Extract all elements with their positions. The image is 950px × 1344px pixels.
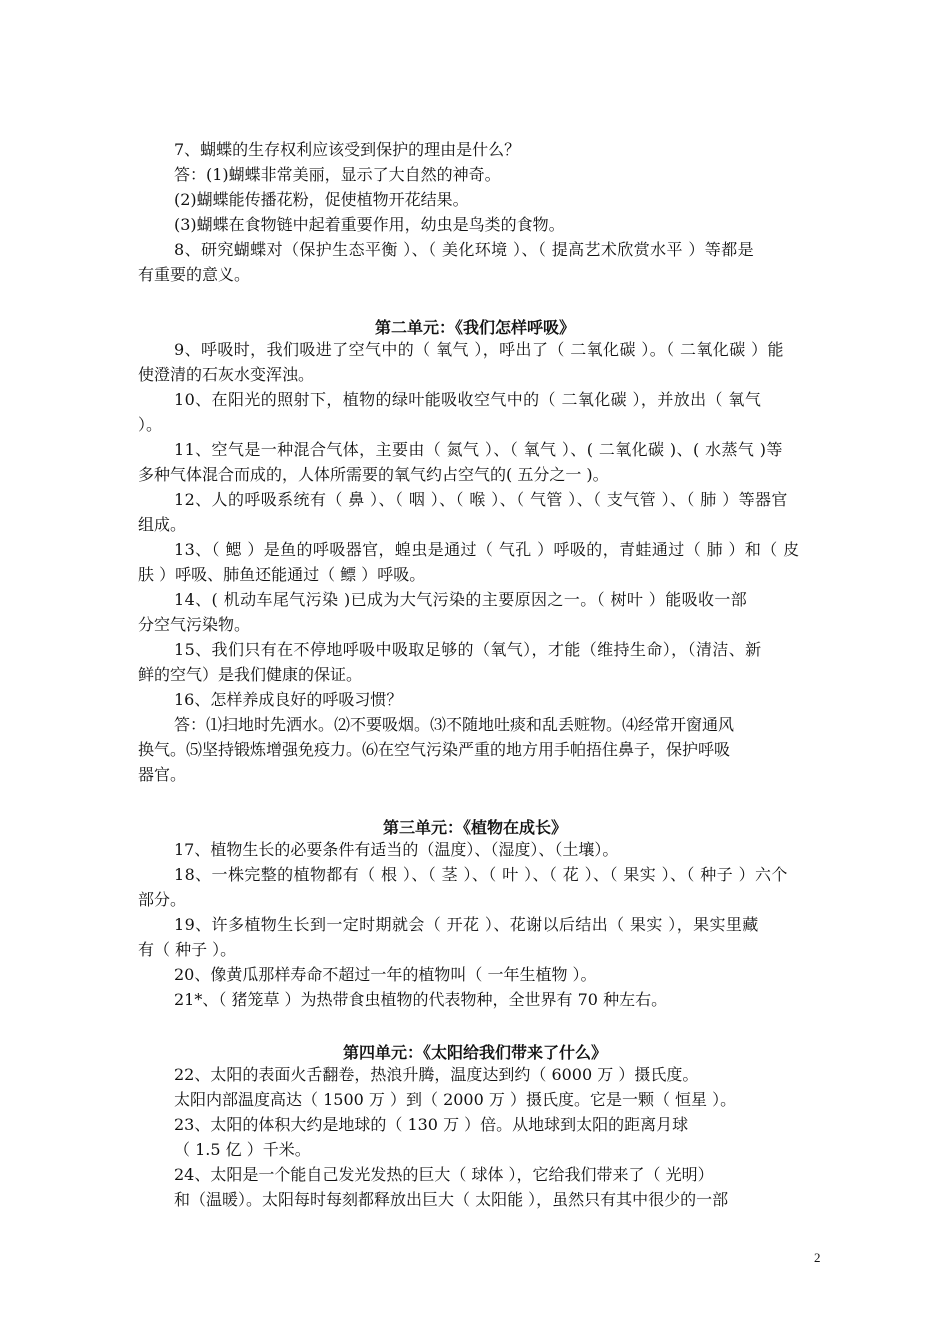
text-line: 多种气体混合而成的，人体所需要的氧气约占空气的( 五分之一 )。 bbox=[138, 465, 609, 484]
text-line: 17、植物生长的必要条件有适当的（温度）、（湿度）、（土壤）。 bbox=[174, 840, 619, 859]
text-line: 15、我们只有在不停地呼吸中吸取足够的（氧气），才能（维持生命），（清洁、新 bbox=[174, 640, 762, 659]
text-line: 12、人的呼吸系统有（ 鼻 ）、（ 咽 ）、（ 喉 ）、（ 气管 ）、（ 支气管 ）、（ 肺 ）等器官 bbox=[174, 490, 788, 509]
text-line: 7、蝴蝶的生存权利应该受到保护的理由是什么？ bbox=[174, 140, 521, 159]
section-heading: 第四单元：《太阳给我们带来了什么》 bbox=[342, 1043, 607, 1062]
text-line: 23、太阳的体积大约是地球的（ 130 万 ）倍。从地球到太阳的距离月球 bbox=[174, 1115, 689, 1134]
text-line: 22、太阳的表面火舌翻卷，热浪升腾，温度达到约（ 6000 万 ）摄氏度。 bbox=[174, 1065, 699, 1084]
text-line: 19、许多植物生长到一定时期就会（ 开花 ）、花谢以后结出（ 果实 ），果实里藏 bbox=[174, 915, 759, 934]
text-line: 和（温暖）。太阳每时每刻都释放出巨大（ 太阳能 ），虽然只有其中很少的一部 bbox=[174, 1190, 729, 1209]
text-line: (3)蝴蝶在食物链中起着重要作用，幼虫是鸟类的食物。 bbox=[174, 215, 565, 234]
text-line: 鲜的空气）是我们健康的保证。 bbox=[138, 665, 363, 684]
text-line: 答：(1)蝴蝶非常美丽，显示了大自然的神奇。 bbox=[174, 165, 501, 184]
text-line: 部分。 bbox=[138, 890, 187, 909]
text-line: 21*、（ 猪笼草 ）为热带食虫植物的代表物种，全世界有 70 种左右。 bbox=[174, 990, 668, 1009]
text-line: 10、在阳光的照射下，植物的绿叶能吸收空气中的（ 二氧化碳 ），并放出（ 氧气 bbox=[174, 390, 762, 409]
section-heading: 第三单元：《植物在成长》 bbox=[382, 818, 567, 837]
text-line: （ 1.5 亿 ）千米。 bbox=[174, 1140, 311, 1159]
text-line: 组成。 bbox=[138, 515, 187, 534]
text-line: 18、一株完整的植物都有（ 根 ）、（ 茎 ）、（ 叶 ）、（ 花 ）、（ 果实 ）、（ 种子 ）六个 bbox=[174, 865, 788, 884]
text-line: 13、（ 鳃 ）是鱼的呼吸器官，蝗虫是通过（ 气孔 ）呼吸的，青蛙通过（ 肺 ）和（ 皮 bbox=[174, 540, 800, 559]
text-line: 使澄清的石灰水变浑浊。 bbox=[138, 365, 315, 384]
text-line: ）。 bbox=[138, 415, 163, 434]
text-line: 换气。⑸坚持锻炼增强免疫力。⑹在空气污染严重的地方用手帕捂住鼻子，保护呼吸 bbox=[138, 740, 731, 759]
text-line: 24、太阳是一个能自己发光发热的巨大（ 球体 ），它给我们带来了（ 光明） bbox=[174, 1165, 714, 1184]
text-line: (2)蝴蝶能传播花粉，促使植物开花结果。 bbox=[174, 190, 469, 209]
text-line: 分空气污染物。 bbox=[138, 615, 251, 634]
page-number: 2 bbox=[814, 1250, 821, 1265]
text-line: 9、呼吸时，我们吸进了空气中的（ 氧气 ），呼出了（ 二氧化碳 ）。（ 二氧化碳 ）能 bbox=[174, 340, 784, 359]
text-line: 器官。 bbox=[138, 765, 187, 784]
text-line: 20、像黄瓜那样寿命不超过一年的植物叫（ 一年生植物 ）。 bbox=[174, 965, 597, 984]
text-line: 16、怎样养成良好的呼吸习惯？ bbox=[174, 690, 403, 709]
text-line: 14、( 机动车尾气污染 )已成为大气污染的主要原因之一。（ 树叶 ）能吸收一部 bbox=[174, 590, 748, 609]
text-line: 答：⑴扫地时先洒水。⑵不要吸烟。⑶不随地吐痰和乱丢赃物。⑷经常开窗通风 bbox=[174, 715, 735, 734]
section-heading: 第二单元：《我们怎样呼吸》 bbox=[374, 318, 575, 337]
text-line: 有（ 种子 ）。 bbox=[138, 940, 237, 959]
text-line: 8、研究蝴蝶对（保护生态平衡 ）、（ 美化环境 ）、（ 提高艺术欣赏水平 ）等都是 bbox=[174, 240, 755, 259]
text-line: 肤 ）呼吸、肺鱼还能通过（ 鳔 ）呼吸。 bbox=[138, 565, 426, 584]
text-line: 太阳内部温度高达（ 1500 万 ）到（ 2000 万 ）摄氏度。它是一颗（ 恒星 ）。 bbox=[174, 1090, 737, 1109]
text-line: 11、空气是一种混合气体，主要由（ 氮气 ）、（ 氧气 ）、( 二氧化碳 )、( 水蒸气 )等 bbox=[174, 440, 783, 459]
text-line: 有重要的意义。 bbox=[138, 265, 251, 284]
